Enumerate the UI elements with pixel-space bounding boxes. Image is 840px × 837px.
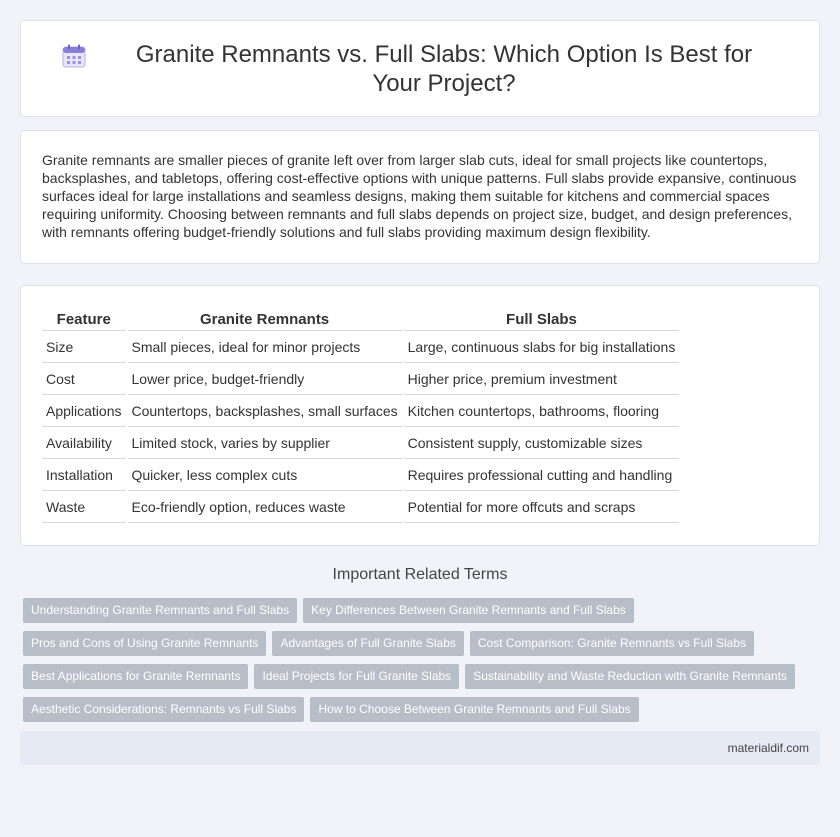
cell-slabs: Higher price, premium investment: [404, 365, 680, 395]
related-tag[interactable]: Advantages of Full Granite Slabs: [272, 631, 463, 656]
intro-card: [20, 130, 820, 264]
table-row: [42, 493, 679, 523]
cell-feature: Availability: [42, 429, 126, 459]
cell-remnants: Eco-friendly option, reduces waste: [128, 493, 402, 523]
related-tag[interactable]: Cost Comparison: Granite Remnants vs Full Slabs: [470, 631, 754, 656]
cell-slabs: Consistent supply, customizable sizes: [404, 429, 680, 459]
related-terms-heading: Important Related Terms: [332, 566, 508, 583]
table-card: [20, 285, 820, 546]
footer: [20, 731, 820, 765]
table-row: [42, 333, 679, 363]
cell-slabs: Kitchen countertops, bathrooms, flooring: [404, 397, 680, 427]
cell-feature: Size: [42, 333, 126, 363]
related-tag[interactable]: Ideal Projects for Full Granite Slabs: [254, 664, 459, 689]
cell-feature: Installation: [42, 461, 126, 491]
cell-slabs: Requires professional cutting and handling: [404, 461, 680, 491]
cell-feature: Cost: [42, 365, 126, 395]
title-wrap: [61, 40, 779, 98]
related-tag[interactable]: Aesthetic Considerations: Remnants vs Full Slabs: [23, 697, 304, 722]
intro-paragraph: Granite remnants are smaller pieces of granite left over from larger slab cuts, ideal for small projects like countertops, backsplashes, and tabletops, offering cost-effective options with unique patterns. Full slabs provide expansive, continuous surfaces ideal for large installations and seamless designs, making them suitable for kitchens and commercial spaces requiring uniformity. Choosing between remnants and full slabs depends on project size, budget, and design preferences, with remnants offering budget-friendly solutions and full slabs providing maximum design flexibility.: [42, 152, 797, 240]
cell-remnants: Small pieces, ideal for minor projects: [128, 333, 402, 363]
table-row: [42, 461, 679, 491]
related-tag[interactable]: Key Differences Between Granite Remnants and Full Slabs: [303, 598, 634, 623]
cell-feature: Applications: [42, 397, 126, 427]
table-row: [42, 365, 679, 395]
footer-site-link[interactable]: materialdif.com: [727, 741, 809, 755]
title-card: [20, 20, 820, 117]
related-tag[interactable]: How to Choose Between Granite Remnants and Full Slabs: [310, 697, 638, 722]
related-tag[interactable]: Sustainability and Waste Reduction with Granite Remnants: [465, 664, 795, 689]
related-tag[interactable]: Understanding Granite Remnants and Full Slabs: [23, 598, 297, 623]
cell-slabs: Potential for more offcuts and scraps: [404, 493, 680, 523]
cell-remnants: Quicker, less complex cuts: [128, 461, 402, 491]
table-row: [42, 429, 679, 459]
related-tags: [20, 598, 820, 730]
page-title: Granite Remnants vs. Full Slabs: Which Option Is Best for Your Project?: [135, 40, 753, 97]
header-feature: Feature: [42, 308, 126, 331]
table-row: [42, 397, 679, 427]
cell-remnants: Limited stock, varies by supplier: [128, 429, 402, 459]
related-terms-section: [0, 566, 840, 730]
comparison-table: [40, 306, 681, 525]
header-full-slabs: Full Slabs: [404, 308, 680, 331]
calendar-icon: [61, 43, 87, 69]
cell-slabs: Large, continuous slabs for big installations: [404, 333, 680, 363]
cell-remnants: Lower price, budget-friendly: [128, 365, 402, 395]
table-header-row: [42, 308, 679, 331]
header-granite-remnants: Granite Remnants: [128, 308, 402, 331]
cell-feature: Waste: [42, 493, 126, 523]
related-tag[interactable]: Pros and Cons of Using Granite Remnants: [23, 631, 266, 656]
cell-remnants: Countertops, backsplashes, small surfaces: [128, 397, 402, 427]
related-tag[interactable]: Best Applications for Granite Remnants: [23, 664, 248, 689]
